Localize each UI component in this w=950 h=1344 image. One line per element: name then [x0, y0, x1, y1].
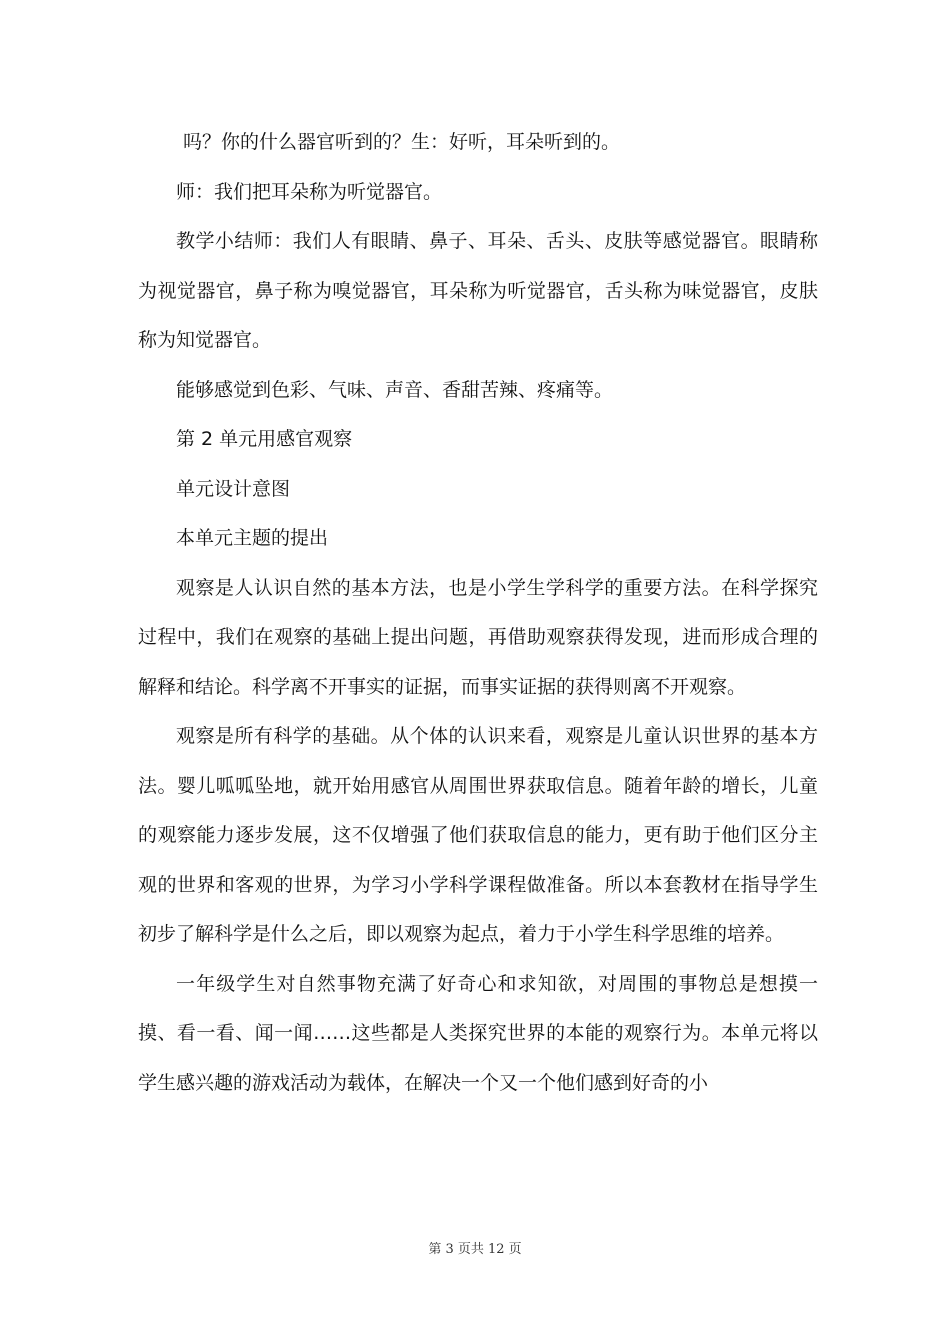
paragraph-continued-dialogue: 吗？你的什么器官听到的？生：好听，耳朵听到的。: [183, 131, 621, 153]
section-heading-design-intent: 单元设计意图: [176, 477, 291, 500]
page-number-footer: 第 3 页共 12 页: [428, 1242, 522, 1257]
paragraph-teaching-summary: 教学小结师：我们人有眼睛、鼻子、耳朵、舌头、皮肤等感觉器官。眼睛称为视觉器官，鼻子称为嗅觉器官，耳朵称为听觉器官，舌头称为味觉器官，皮肤称为知觉器官。: [138, 230, 818, 351]
paragraph-observation-method: 观察是人认识自然的基本方法，也是小学生学科学的重要方法。在科学探究过程中，我们在观察的基础上提出问题，再借助观察获得发现，进而形成合理的解释和结论。科学离不开事实的证据，而事实证据的获得则离不开观察。: [138, 576, 818, 698]
unit-heading: 第 2 单元用感官观察: [176, 428, 353, 450]
paragraph-first-grade-students: 一年级学生对自然事物充满了好奇心和求知欲，对周围的事物总是想摸一摸、看一看、闻一闻……这些都是人类探究世界的本能的观察行为。本单元将以学生感兴趣的游戏活动为载体，在解决一个又一个他们感到好奇的小: [138, 972, 818, 1094]
document-body: [138, 118, 818, 1108]
paragraph-observation-foundation: 观察是所有科学的基础。从个体的认识来看，观察是儿童认识世界的基本方法。婴儿呱呱坠地，就开始用感官从周围世界获取信息。随着年龄的增长，儿童的观察能力逐步发展，这不仅增强了他们获取信息的能力，更有助于他们区分主观的世界和客观的世界，为学习小学科学课程做准备。所以本套教材在指导学生初步了解科学是什么之后，即以观察为起点，着力于小学生科学思维的培养。: [138, 725, 818, 945]
paragraph-senses-perception: 能够感觉到色彩、气味、声音、香甜苦辣、疼痛等。: [176, 378, 614, 401]
section-heading-theme: 本单元主题的提出: [176, 527, 329, 549]
paragraph-teacher-hearing: 师：我们把耳朵称为听觉器官。: [176, 180, 443, 203]
